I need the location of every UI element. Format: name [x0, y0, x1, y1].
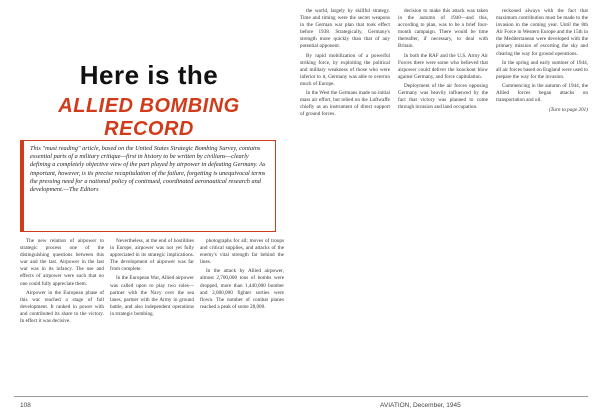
paragraph: decision to make this attack was taken in the autumn of 1940—and this, according to plan, was to be a brief four-month campaign. There would be time thereafter, if necessary, to deal with Britain.: [398, 8, 488, 50]
text-column-4: [300, 8, 390, 388]
footer-divider: [14, 396, 588, 397]
paragraph: Commencing in the autumn of 1944, the Allied forces began attacks on transportation and oil.: [496, 82, 588, 104]
paragraph: By rapid mobilization of a powerful striking force, by exploiting the political and military weakness of those who were inferior to it, Germany was able to overrun much of Europe.: [300, 52, 390, 87]
text-column-3: [200, 238, 284, 388]
paragraph: In the European War, Allied airpower was called upon to play two roles—partner with the Navy over the sea lanes, partner with the Army in ground battle, and also independent operations in strategic bombing.: [110, 275, 194, 317]
text-column-5: [398, 8, 488, 388]
paragraph: the world, largely by skillful strategy. Time and timing were the secret weapons in the German war plan that took effect before 1938. Strategically, Germany's strength more quickly than that of any potential opponent.: [300, 8, 390, 50]
paragraph: In both the RAF and the U.S. Army Air Forces there were some who believed that airpower could deliver the knockout blow against Germany, and force capitulation.: [398, 52, 488, 80]
page-number: 108: [20, 402, 31, 409]
article-kicker: Here is the: [79, 60, 219, 90]
editor-note: This "must reading" article, based on the United States Strategic Bombing Survey, contains essential parts of a military critique—first in history to be written by civilians—clearly defining a completely objective view of the part played by airpower in defeating Germany. As important, however, is its precise recapitulation of the failure, forgetting is unequivocal terms the pressing need for a national policy of continued, coordinated aeronautical research and development.—The Editors: [20, 140, 276, 232]
paragraph: In the West the Germans made no initial mass air effort, but relied on the Luftwaffe chiefly as an instrument of direct support of ground forces.: [300, 90, 390, 118]
continued-note: (Turn to page 201): [548, 107, 588, 114]
text-column-1: [20, 238, 104, 388]
paragraph: photographs for all; moves of troops and critical supplies, and attacks of the enemy's vital strength far behind the lines.: [200, 238, 284, 266]
paragraph: Airpower in the European phase of this war reached a stage of full development. It ranked in power with and contributed its share to the victory. In effect it was decisive.: [20, 289, 104, 325]
paragraph: In the attack by Allied airpower, almost 2,700,000 tons of bombs were dropped, more than 1,440,000 bomber and 2,680,000 fighter sorties were flown. The number of combat planes reached a peak of some 28,000.: [200, 268, 284, 310]
article-title: ALLIED BOMBING RECORD: [58, 95, 240, 140]
text-column-2: [110, 238, 194, 388]
paragraph: reckoned always with the fact that maximum contribution must be made to the invasion in the coming year. Until the 8th Air Force in Western Europe and the 15th in the Mediterranean were developed with the primary mission of escorting the sky and clearing the way for ground operations.: [496, 8, 588, 57]
paragraph: In the spring and early summer of 1944, all air forces based on England were used to prepare the way for the invasion.: [496, 59, 588, 80]
paragraph: The new relation of airpower to strategic process one of the distinguishing questions between this war and the last. Airpower in the last war was in its infancy. The use and effects of airpower were such that no one could fully appreciate them.: [20, 238, 104, 287]
text-column-6: [496, 8, 588, 388]
publication-footer: AVIATION, December, 1945: [380, 402, 461, 409]
paragraph: Deployment of the air forces opposing Germany was heavily influenced by the fact that victory was planned to come through invasion and land occupation.: [398, 82, 488, 111]
title-block: [14, 60, 284, 141]
paragraph: Nevertheless, at the end of hostilities in Europe, airpower was not yet fully appreciated in its strategic implications. The development of airpower was far from complete.: [110, 238, 194, 273]
